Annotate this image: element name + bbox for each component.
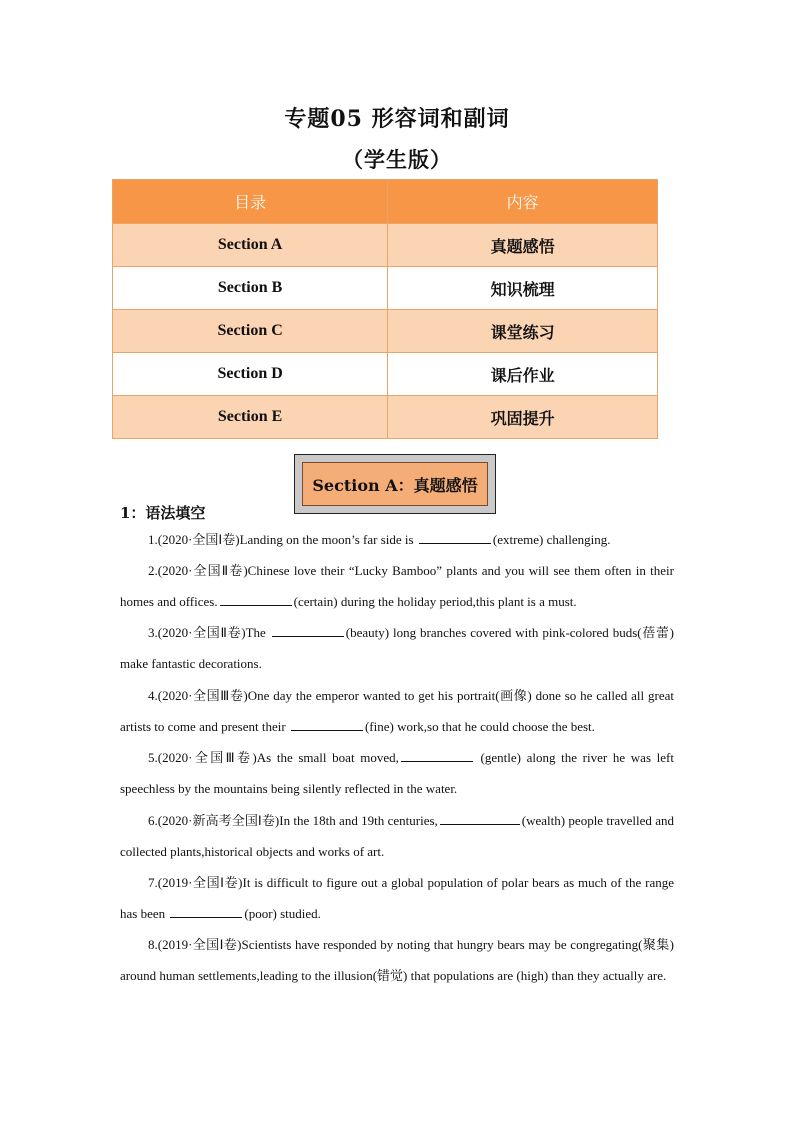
question-5 xyxy=(120,742,674,804)
section-badge-label: Section A：真题感悟 xyxy=(302,462,488,506)
question-text: (extreme) challenging. xyxy=(492,532,611,547)
page-title: 专题05 形容词和副词 xyxy=(284,106,510,132)
table-row xyxy=(113,267,658,310)
question-8 xyxy=(120,929,674,991)
answer-blank[interactable] xyxy=(401,749,473,762)
table-row xyxy=(113,224,658,267)
question-text: 2.(2020·全国Ⅱ卷)Chinese love their “Lucky Bamboo” plants and you will see them often in their homes and offices. xyxy=(120,563,674,609)
question-6 xyxy=(120,805,674,867)
question-text: 1.(2020·全国Ⅰ卷)Landing on the moon’s far side is xyxy=(148,532,417,547)
answer-blank[interactable] xyxy=(272,624,344,637)
content-cell: 课后作业 xyxy=(388,353,658,396)
answer-blank[interactable] xyxy=(419,531,491,544)
content-cell: 巩固提升 xyxy=(388,396,658,439)
exercise-heading: 1：语法填空 xyxy=(120,504,206,522)
table-row xyxy=(113,310,658,353)
page-subtitle: （学生版） xyxy=(342,147,452,172)
answer-blank[interactable] xyxy=(170,905,242,918)
table-row xyxy=(113,353,658,396)
question-3 xyxy=(120,617,674,679)
section-badge xyxy=(294,454,496,514)
answer-blank[interactable] xyxy=(440,812,520,825)
content-cell: 真题感悟 xyxy=(388,224,658,267)
contents-table xyxy=(112,179,658,439)
question-7 xyxy=(120,867,674,929)
question-text: 5.(2020·全国Ⅲ卷)As the small boat moved, xyxy=(148,750,399,765)
section-cell: Section D xyxy=(113,353,388,396)
table-header-row xyxy=(113,180,658,224)
header-cell-content: 内容 xyxy=(388,180,658,224)
header-cell-catalog: 目录 xyxy=(113,180,388,224)
question-text: (poor) studied. xyxy=(244,906,321,921)
answer-blank[interactable] xyxy=(220,593,292,606)
question-text: 4.(2020·全国Ⅲ卷)One day the emperor wanted to get his portrait(画像) done so he called all great artists to come and present their xyxy=(120,688,674,734)
question-text: (certain) during the holiday period,this plant is a must. xyxy=(293,594,577,609)
answer-blank[interactable] xyxy=(291,718,363,731)
question-text: (beauty) long branches covered with pink-colored buds(蓓蕾) make fantastic decorations. xyxy=(120,625,674,671)
content-cell: 课堂练习 xyxy=(388,310,658,353)
question-2 xyxy=(120,555,674,617)
question-text: 6.(2020·新高考全国Ⅰ卷)In the 18th and 19th centuries, xyxy=(148,813,438,828)
table-row xyxy=(113,396,658,439)
question-1 xyxy=(120,524,674,555)
question-text: (fine) work,so that he could choose the best. xyxy=(364,719,595,734)
section-cell: Section A xyxy=(113,224,388,267)
question-4 xyxy=(120,680,674,742)
section-cell: Section E xyxy=(113,396,388,439)
question-text: 3.(2020·全国Ⅱ卷)The xyxy=(148,625,270,640)
content-cell: 知识梳理 xyxy=(388,267,658,310)
question-text: 7.(2019·全国Ⅰ卷)It is difficult to figure out a global population of polar bears as much of the range has been xyxy=(120,875,674,921)
section-cell: Section B xyxy=(113,267,388,310)
section-cell: Section C xyxy=(113,310,388,353)
question-text: (gentle) along the river he was left speechless by the mountains being silently reflected in the water. xyxy=(120,750,674,796)
question-text: (wealth) people travelled and collected plants,historical objects and works of art. xyxy=(120,813,674,859)
question-text: 8.(2019·全国Ⅰ卷)Scientists have responded by noting that hungry bears may be congregating(聚集) around human settlements,leading to the illusion(错觉) that populations are (high) than they actually are. xyxy=(120,937,674,983)
